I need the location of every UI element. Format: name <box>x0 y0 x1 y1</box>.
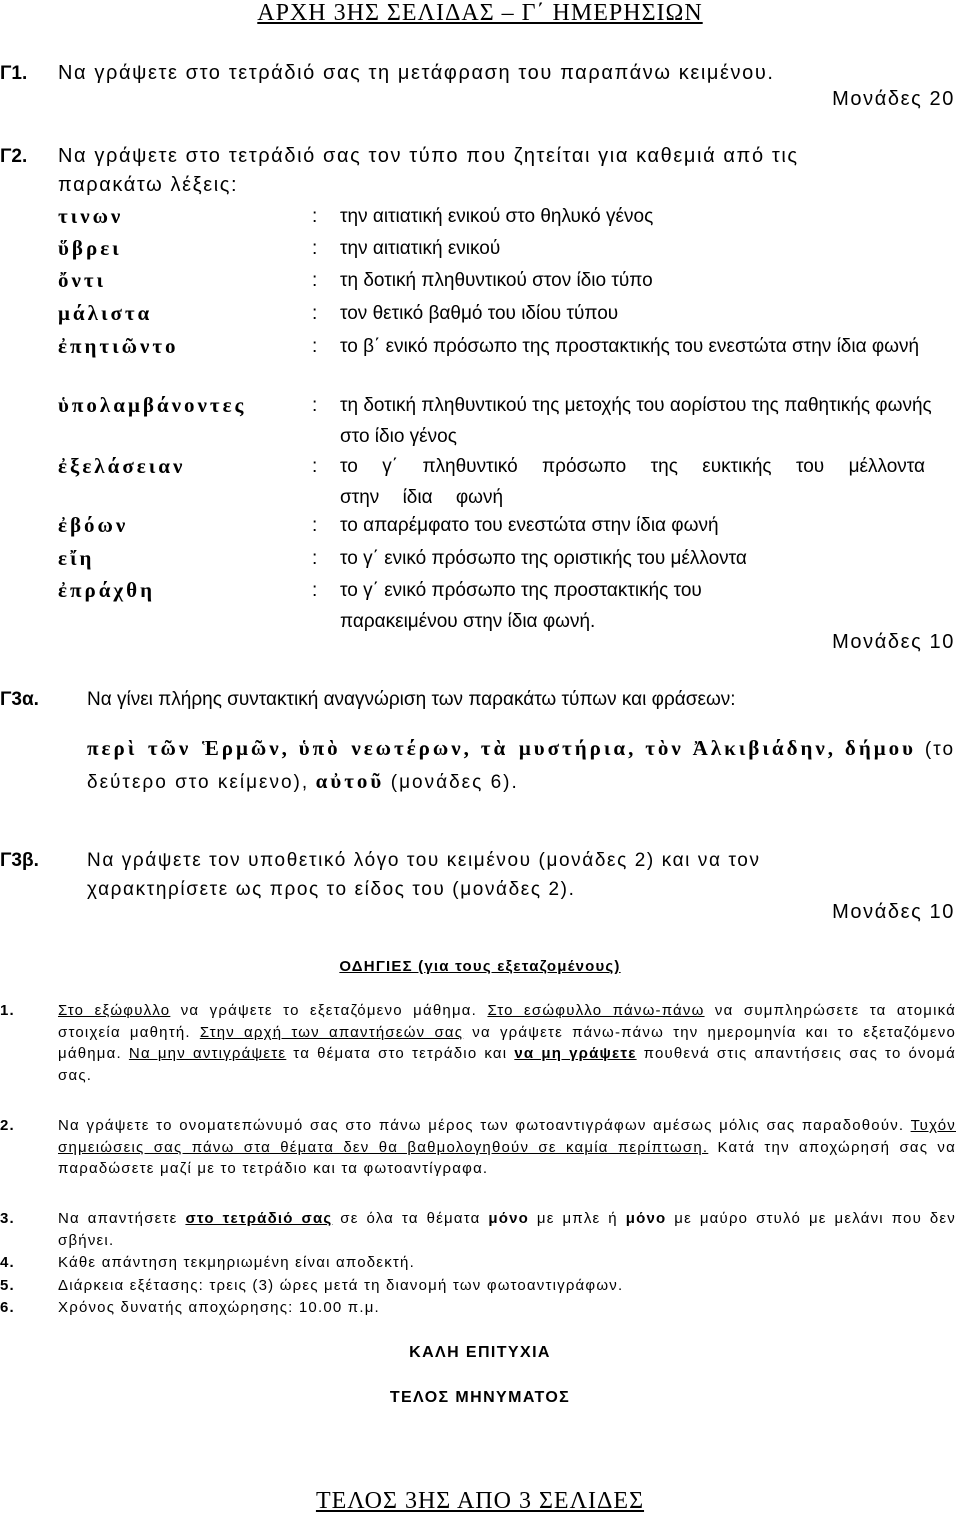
instr-3-num: 3. <box>0 1210 15 1227</box>
page-header: ΑΡΧΗ 3ΗΣ ΣΕΛΙΔΑΣ – Γ΄ ΗΜΕΡΗΣΙΩΝ <box>257 0 703 26</box>
instr-1-num: 1. <box>0 1002 15 1019</box>
g3a-phrase-2: ὑπὸ νεωτέρων, <box>298 736 472 760</box>
g2-word-9: εἴη <box>58 546 95 570</box>
g2-colon: : <box>312 238 318 259</box>
instr-3-notebook: στο τετράδιό σας <box>185 1210 333 1227</box>
instr-3-text-a: Να απαντήσετε <box>58 1210 186 1227</box>
instr-1-answers-start: Στην αρχή των απαντήσεών σας <box>199 1023 464 1041</box>
instr-5-text: Διάρκεια εξέτασης: τρεις (3) ώρες μετά τη διανομή των φωτοαντιγράφων. <box>58 1277 624 1294</box>
g3b-label: Γ3β. <box>0 850 39 871</box>
instr-2-num: 2. <box>0 1117 15 1134</box>
instr-3-only-2: μόνο <box>625 1210 667 1227</box>
instr-2-body <box>58 1115 956 1180</box>
instr-3-text-g: με μαύρο στυλό με μελάνι που δεν σβήνει. <box>58 1210 956 1249</box>
instr-5-num: 5. <box>0 1277 15 1294</box>
g3a-phrases <box>87 733 955 799</box>
instr-1-cover: Στο εξώφυλλο <box>58 1002 171 1019</box>
g2-desc-3: τη δοτική πληθυντικού στον ίδιο τύπο <box>340 270 653 291</box>
g2-word-6: ὑπολαμβάνοντες <box>58 393 247 417</box>
instr-4-num: 4. <box>0 1254 15 1271</box>
instr-3-text-e: με μπλε ή <box>529 1210 626 1227</box>
instr-1-text-b: να γράψετε το εξεταζόμενο μάθημα. <box>170 1002 488 1019</box>
g2-desc-5: το β΄ ενικό πρόσωπο της προστακτικής του ενεστώτα στην ίδια φωνή <box>340 336 920 357</box>
g3a-phrase-5: Ἀλκιβιάδην, <box>692 736 837 760</box>
page-footer: ΤΕΛΟΣ 3ΗΣ ΑΠΟ 3 ΣΕΛΙΔΕΣ <box>315 1488 645 1514</box>
g2-colon: : <box>312 580 318 601</box>
instr-1-text-f: να γράψετε πάνω-πάνω την ημερομηνία και το εξεταζόμενο μάθημα. <box>58 1023 957 1062</box>
g2-desc-4: τον θετικό βαθμό του ιδίου τύπου <box>340 303 619 324</box>
g2-desc-8: το απαρέμφατο του ενεστώτα στην ίδια φωνή <box>340 515 719 536</box>
g1-marks: Μονάδες 20 <box>832 88 955 110</box>
instr-6-num: 6. <box>0 1299 15 1316</box>
instr-1-text-d: να συμπληρώσετε τα ατομικά στοιχεία μαθητή. <box>58 1002 956 1041</box>
g3a-phrase-4: τὸν <box>645 736 684 760</box>
g2-word-1: τινων <box>58 204 124 228</box>
instr-2-text-a: Να γράψετε το ονοματεπώνυμό σας στο πάνω μέρος των φωτοαντιγράφων αμέσως μόλις σας παραδοθούν. <box>58 1117 911 1134</box>
good-luck: ΚΑΛΗ ΕΠΙΤΥΧΙΑ <box>409 1344 551 1361</box>
g3b-line1: Να γράψετε τον υποθετικό λόγο του κειμένου (μονάδες 2) και να τον <box>87 850 761 871</box>
instructions-title: ΟΔΗΓΙΕΣ (για τους εξεταζομένους) <box>339 958 621 975</box>
g2-colon: : <box>312 206 318 227</box>
g2-desc-10: το γ΄ ενικό πρόσωπο της προστακτικής του παρακειμένου στην ίδια φωνή. <box>340 580 702 632</box>
g2-desc-6: τη δοτική πληθυντικού της μετοχής του αορίστου της παθητικής φωνής στο ίδιο γένος <box>340 395 932 447</box>
g3b-line2: χαρακτηρίσετε ως προς το είδος του (μονάδες 2). <box>87 879 576 900</box>
g3a-phrase-6: δήμου <box>844 736 917 760</box>
g2-colon: : <box>312 548 318 569</box>
end-message: ΤΕΛΟΣ ΜΗΝΥΜΑΤΟΣ <box>389 1389 571 1406</box>
g3a-phrase-1: περὶ τῶν Ἑρμῶν, <box>87 736 290 760</box>
g1-label: Γ1. <box>0 63 28 84</box>
g3a-units: (μονάδες 6). <box>390 772 519 793</box>
instr-2-notes-warning: Τυχόν σημειώσεις σας πάνω στα θέματα δεν θα βαθμολογηθούν σε καμία περίπτωση. <box>58 1117 956 1156</box>
g2-colon: : <box>312 456 318 477</box>
instr-6-text: Χρόνος δυνατής αποχώρησης: 10.00 π.μ. <box>58 1299 380 1316</box>
g2-colon: : <box>312 303 318 324</box>
instr-1-inner-cover: Στο εσώφυλλο πάνω-πάνω <box>487 1002 705 1019</box>
g2-desc-9: το γ΄ ενικό πρόσωπο της οριστικής του μέλλοντα <box>340 548 747 569</box>
g2-desc-2: την αιτιατική ενικού <box>340 238 501 259</box>
g2-word-2: ὕβρει <box>58 236 122 260</box>
g2-word-4: μάλιστα <box>58 301 153 325</box>
instr-4-text: Κάθε απάντηση τεκμηριωμένη είναι αποδεκτή. <box>58 1254 415 1271</box>
g2-line1: Να γράψετε στο τετράδιό σας τον τύπο που ζητείται για καθεμιά από τις <box>58 145 799 167</box>
g2-word-8: ἐβόων <box>58 513 129 537</box>
g3a-phrase-6-note: (το δεύτερο στο κείμενο), <box>87 739 956 793</box>
instr-3-only-1: μόνο <box>488 1210 530 1227</box>
instr-2-text-c: Κατά την αποχώρησή σας να παραδώσετε μαζί με το τετράδιο και τα φωτοαντίγραφα. <box>58 1138 957 1177</box>
g2-label: Γ2. <box>0 146 28 167</box>
g2-line2: παρακάτω λέξεις: <box>58 174 239 196</box>
g2-word-5: ἐπητιῶντο <box>58 334 179 358</box>
g2-colon: : <box>312 270 318 291</box>
g3a-intro: Να γίνει πλήρης συντακτική αναγνώριση των παρακάτω τύπων και φράσεων: <box>87 689 736 710</box>
g3b-marks: Μονάδες 10 <box>832 901 955 923</box>
instr-1-no-copy: Να μην αντιγράψετε <box>128 1045 287 1062</box>
g2-desc-1: την αιτιατική ενικού στο θηλυκό γένος <box>340 206 654 227</box>
g3a-label: Γ3α. <box>0 689 39 710</box>
instr-1-no-write: να μη γράψετε <box>514 1045 637 1062</box>
g2-colon: : <box>312 395 318 416</box>
instr-3-text-c: σε όλα τα θέματα <box>332 1210 489 1227</box>
g3a-phrase-7: αὐτοῦ <box>315 769 385 793</box>
g2-word-3: ὄντι <box>58 268 107 292</box>
g2-word-10: ἐπράχθη <box>58 578 156 602</box>
instr-3-body <box>58 1208 956 1251</box>
g1-text: Να γράψετε στο τετράδιό σας τη μετάφραση του παραπάνω κειμένου. <box>58 62 775 84</box>
instr-1-text-h: τα θέματα στο τετράδιο και <box>286 1045 515 1062</box>
g2-colon: : <box>312 336 318 357</box>
g3a-phrase-3: τὰ μυστήρια, <box>480 736 637 760</box>
g2-colon: : <box>312 515 318 536</box>
instr-1-text-j: πουθενά στις απαντήσεις σας το όνομά σας. <box>58 1045 957 1084</box>
g2-desc-7: το γ΄ πληθυντικό πρόσωπο της ευκτικής του μέλλοντα στην ίδια φωνή <box>340 456 925 508</box>
g2-word-7: ἐξελάσειαν <box>58 454 186 478</box>
instr-1-body <box>58 1000 956 1086</box>
g2-marks: Μονάδες 10 <box>832 631 955 653</box>
